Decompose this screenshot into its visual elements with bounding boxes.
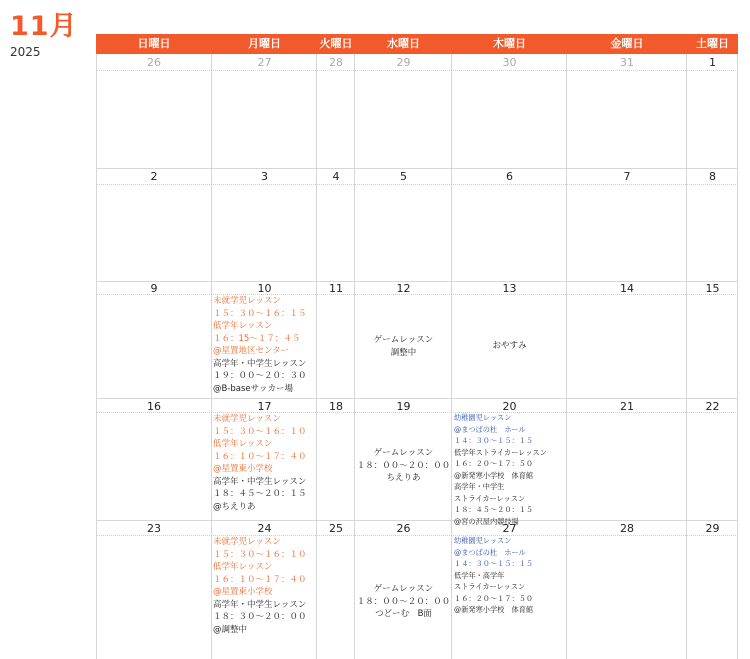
event-text: １８：４５〜２０：１５ xyxy=(213,489,307,499)
event-block-nov12[interactable] xyxy=(355,334,452,359)
event-text: 調整中 xyxy=(390,347,417,358)
event-block-nov20[interactable] xyxy=(454,412,547,527)
day-number[interactable]: 18 xyxy=(329,400,343,413)
event-text: @まつばの杜 ホール xyxy=(454,547,526,557)
event-text: １５：３０〜１６：１５ xyxy=(213,308,307,319)
grid-line xyxy=(686,54,687,659)
day-number[interactable]: 27 xyxy=(257,56,272,69)
event-text: １５：３０〜１６：１０ xyxy=(213,549,307,560)
weekday-sat: 土曜日 xyxy=(696,37,729,50)
event-text: ちえりあ xyxy=(386,473,421,483)
day-number[interactable]: 5 xyxy=(400,170,407,183)
event-text: １６：１０〜１７：４０ xyxy=(213,574,307,585)
event-text: 高学年・中学生レッスン xyxy=(213,599,307,610)
year-label: 2025 xyxy=(10,45,41,59)
day-number[interactable]: 23 xyxy=(147,522,161,535)
day-number[interactable]: 4 xyxy=(332,170,340,183)
event-block-nov13[interactable] xyxy=(452,340,567,353)
event-text: １８：００〜２０：００ xyxy=(356,596,451,607)
day-number[interactable]: 26 xyxy=(396,522,411,535)
event-text: つどーむ B面 xyxy=(375,609,432,619)
event-text: ゲームレッスン xyxy=(373,584,434,594)
day-number[interactable]: 27 xyxy=(502,522,517,535)
calendar xyxy=(96,34,738,659)
event-text: ゲームレッスン xyxy=(373,448,434,458)
event-text: 低学年レッスン xyxy=(213,321,273,331)
event-text: 低学年レッスン xyxy=(213,562,273,572)
event-text: ゲームレッスン xyxy=(373,335,434,345)
day-number[interactable]: 21 xyxy=(620,400,634,413)
day-number[interactable]: 2 xyxy=(150,170,158,183)
day-number[interactable]: 26 xyxy=(147,56,161,69)
weekday-sun: 日曜日 xyxy=(137,37,171,50)
event-text: １８：００〜２０：００ xyxy=(356,460,451,471)
event-text: １６：２０〜１７：５０ xyxy=(454,459,534,468)
day-number[interactable]: 30 xyxy=(502,56,517,69)
grid-line xyxy=(737,54,738,659)
event-text: 高学年・中学生レッスン xyxy=(213,476,307,487)
day-number[interactable]: 10 xyxy=(257,282,272,295)
event-text: １６：１０〜１７：４０ xyxy=(213,451,307,462)
month-title: 11月 xyxy=(10,11,78,42)
event-text: 低学年ストライカーレッスン xyxy=(454,447,547,457)
event-block-nov10[interactable] xyxy=(213,295,307,395)
day-number[interactable]: 11 xyxy=(329,282,343,295)
event-text: 未就学児レッスン xyxy=(213,537,281,547)
day-number[interactable]: 9 xyxy=(150,282,158,295)
day-number[interactable]: 20 xyxy=(502,400,517,413)
event-block-nov24[interactable] xyxy=(213,536,307,636)
day-number[interactable]: 12 xyxy=(396,282,411,295)
day-number[interactable]: 28 xyxy=(329,56,343,69)
event-text: @ちえりあ xyxy=(213,501,256,512)
event-text: １８：３０〜２０：００ xyxy=(213,612,307,622)
day-number[interactable]: 28 xyxy=(620,522,634,535)
weekday-fri: 金曜日 xyxy=(610,37,644,50)
event-text: 幼稚園児レッスン xyxy=(454,536,512,545)
event-text: ストライカーレッスン xyxy=(454,582,526,591)
grid-line xyxy=(566,54,567,659)
weekday-header xyxy=(96,34,738,54)
event-text: @B-baseサッカー場 xyxy=(213,383,293,394)
event-text: １６：15〜１７：４５ xyxy=(213,333,301,344)
event-text: １９：００〜２０：３０ xyxy=(213,371,307,381)
day-number[interactable]: 14 xyxy=(620,282,634,295)
day-number[interactable]: 7 xyxy=(623,170,631,183)
weekday-tue: 火曜日 xyxy=(319,37,353,50)
event-text: 幼稚園児レッスン xyxy=(454,413,512,422)
event-text: １４：３０〜１５：１５ xyxy=(454,436,534,445)
day-number[interactable]: 25 xyxy=(329,522,343,535)
event-text: 未就学児レッスン xyxy=(213,296,281,306)
day-number[interactable]: 1 xyxy=(709,56,716,69)
event-text: @新発寒小学校 体育館 xyxy=(454,605,534,614)
day-number[interactable]: 29 xyxy=(396,56,411,69)
event-text: ストライカーレッスン xyxy=(454,493,526,503)
day-number[interactable]: 17 xyxy=(257,400,272,413)
event-text: @まつばの杜 ホール xyxy=(454,424,526,434)
grid-line xyxy=(316,54,317,659)
event-block-nov17[interactable] xyxy=(213,413,307,513)
event-block-nov19[interactable] xyxy=(355,447,452,485)
event-text: おやすみ xyxy=(492,341,527,351)
day-number[interactable]: 13 xyxy=(502,282,517,295)
event-text: １４：３０〜１５：１５ xyxy=(454,559,534,568)
event-text: １８：４５〜２０：１５ xyxy=(454,505,534,514)
day-number[interactable]: 6 xyxy=(506,170,513,183)
grid-line xyxy=(96,54,97,659)
event-text: １５：３０〜１６：１０ xyxy=(213,426,307,437)
day-number[interactable]: 19 xyxy=(396,400,411,413)
day-number[interactable]: 16 xyxy=(147,400,161,413)
day-number[interactable]: 29 xyxy=(705,522,720,535)
event-text: @調整中 xyxy=(213,624,248,635)
event-block-nov27[interactable] xyxy=(454,535,533,616)
day-number[interactable]: 8 xyxy=(709,170,716,183)
weekday-mon: 月曜日 xyxy=(248,37,281,50)
event-block-nov26[interactable] xyxy=(355,583,452,621)
weekday-wed: 水曜日 xyxy=(387,37,420,50)
weekday-thu: 木曜日 xyxy=(493,37,526,50)
day-number[interactable]: 22 xyxy=(705,400,720,413)
event-text: 未就学児レッスン xyxy=(213,414,281,424)
event-text: @星置東小学校 xyxy=(213,464,273,474)
event-text: @星置東小学校 xyxy=(213,587,273,597)
event-text: @新発寒小学校 体育館 xyxy=(454,470,534,480)
event-text: 低学年レッスン xyxy=(213,439,273,449)
event-text: @星置地区センター xyxy=(213,346,290,356)
day-number[interactable]: 15 xyxy=(705,282,720,295)
event-text: １６：２０〜１７：５０ xyxy=(454,593,534,603)
day-number[interactable]: 31 xyxy=(620,56,634,69)
event-text: 高学年・中学生レッスン xyxy=(213,358,307,369)
event-text: 高学年・中学生 xyxy=(454,482,505,491)
day-number[interactable]: 3 xyxy=(261,170,268,183)
event-text: @宮の沢屋内競技場 xyxy=(454,516,519,526)
grid-line xyxy=(211,54,212,659)
day-number[interactable]: 24 xyxy=(257,522,272,535)
event-text: 低学年・高学年 xyxy=(454,570,505,580)
